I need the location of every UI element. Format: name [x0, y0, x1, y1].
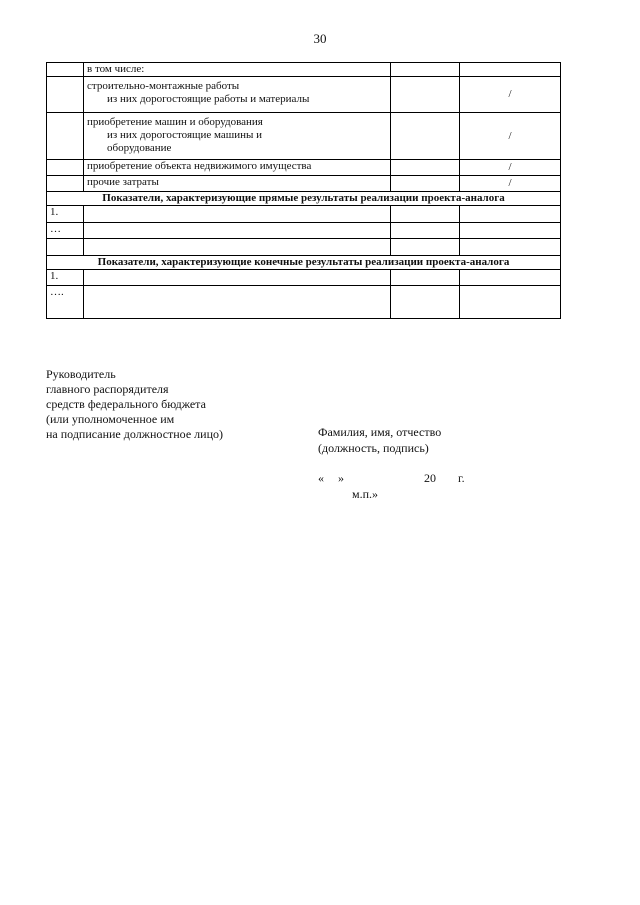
- row-name-line: в том числе:: [87, 63, 145, 75]
- row-name-subline: из них дорогостоящие машины и: [107, 129, 263, 141]
- mark-cell: [460, 63, 561, 77]
- signatory-line: на подписание должностное лицо): [46, 427, 223, 441]
- date-open-quote: «: [318, 471, 324, 485]
- stamp-label: м.п.»: [352, 487, 379, 501]
- mark-cell: [460, 239, 561, 256]
- section-title: Показатели, характеризующие прямые результаты реализации проекта-аналога: [47, 192, 561, 206]
- page-number: 30: [313, 31, 327, 46]
- row-name-cell: [84, 63, 391, 77]
- value-cell: [391, 270, 460, 286]
- row-number-cell: [47, 160, 84, 176]
- row-number-cell: [47, 176, 84, 192]
- value-cell: [391, 206, 460, 223]
- row-name-line: приобретение машин и оборудования: [87, 116, 263, 128]
- row-name-line: прочие затраты: [87, 176, 159, 188]
- value-cell: [391, 63, 460, 77]
- value-cell: [391, 223, 460, 239]
- signatory-line: Руководитель: [46, 367, 116, 381]
- table-row: [47, 270, 561, 286]
- row-number-cell: ….: [47, 286, 84, 319]
- date-close-quote: »: [338, 471, 344, 485]
- signature-field: [318, 424, 441, 456]
- row-name-cell: [84, 160, 391, 176]
- mark-cell: [460, 223, 561, 239]
- value-cell: [391, 239, 460, 256]
- table-row: [47, 160, 561, 176]
- table-row: [47, 286, 561, 319]
- table-row: [47, 206, 561, 223]
- section-header-row: [47, 192, 561, 206]
- value-cell: [391, 176, 460, 192]
- mark-cell: /: [460, 176, 561, 192]
- table-row: [47, 223, 561, 239]
- row-name-cell: [84, 223, 391, 239]
- date-line: [318, 471, 488, 503]
- row-name-cell: [84, 206, 391, 223]
- mark-cell: /: [460, 113, 561, 160]
- role-label: (должность, подпись): [318, 441, 429, 455]
- value-cell: [391, 77, 460, 113]
- row-name-line: строительно-монтажные работы: [87, 80, 240, 92]
- row-number-cell: …: [47, 223, 84, 239]
- section-header-row: [47, 256, 561, 270]
- table-row: [47, 113, 561, 160]
- row-name-cell: [84, 176, 391, 192]
- value-cell: [391, 286, 460, 319]
- mark-cell: [460, 270, 561, 286]
- year-suffix: г.: [458, 471, 465, 485]
- fio-label: Фамилия, имя, отчество: [318, 425, 442, 439]
- row-number-cell: 1.: [47, 206, 84, 223]
- row-number-cell: 1.: [47, 270, 84, 286]
- row-number-cell: [47, 113, 84, 160]
- row-number-cell: [47, 239, 84, 256]
- value-cell: [391, 160, 460, 176]
- row-name-subline: оборудование: [107, 142, 172, 154]
- section-title: Показатели, характеризующие конечные результаты реализации проекта-аналога: [47, 256, 561, 270]
- year-prefix: 20: [424, 471, 436, 485]
- mark-cell: /: [460, 160, 561, 176]
- row-name-cell: [84, 239, 391, 256]
- value-cell: [391, 113, 460, 160]
- row-name-cell: [84, 270, 391, 286]
- table-row: [47, 176, 561, 192]
- cost-table: [46, 62, 561, 319]
- table-row: [47, 63, 561, 77]
- row-number-cell: [47, 77, 84, 113]
- mark-cell: [460, 206, 561, 223]
- signatory-block: [46, 367, 223, 442]
- row-name-cell: [84, 113, 391, 160]
- row-name-cell: [84, 77, 391, 113]
- table-row: [47, 77, 561, 113]
- table-row: [47, 239, 561, 256]
- row-name-subline: из них дорогостоящие работы и материалы: [107, 93, 310, 105]
- row-number-cell: [47, 63, 84, 77]
- row-name-line: приобретение объекта недвижимого имущества: [87, 160, 312, 172]
- signatory-line: средств федерального бюджета: [46, 397, 206, 411]
- mark-cell: [460, 286, 561, 319]
- mark-cell: /: [460, 77, 561, 113]
- row-name-cell: [84, 286, 391, 319]
- signatory-line: главного распорядителя: [46, 382, 169, 396]
- signatory-line: (или уполномоченное им: [46, 412, 175, 426]
